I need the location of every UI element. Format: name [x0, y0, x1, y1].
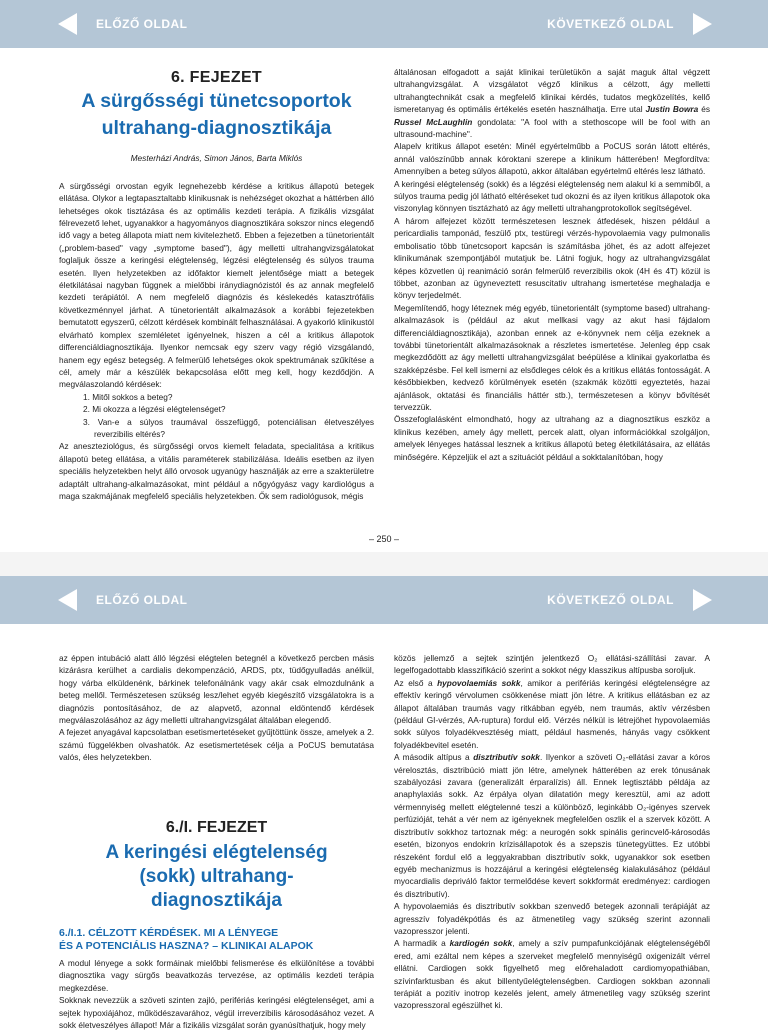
sub-chapter-title-line: (sokk) ultrahang- [139, 866, 294, 888]
chapter-number: 6. FEJEZET [170, 69, 263, 86]
body-paragraph: az éppen intubáció alatt álló légzési elégtelen betegnél a következő percben másis kizárásra kerülhet a cardialis dekompenzáció, ARDS, ptx, tüdőgyulladás anélkül, hogy várba elküldenénk, bárkinek telefonálnánk vagy akár csak elmozdulnánk a beteg mellől. Természetesen szükség lesz/lehet egyéb kiegészítő vizsgálatokra is a diagnózis pontosításához, de az alapvető, azonnal eldöntendő kérdések megválaszolásához az ágy melletti ultrahangvizsgálat általában elegendő. [59, 653, 374, 726]
body-paragraph: A három alfejezet között természetesen lesznek átfedések, hiszen például a pericardialis tamponád, feszülő ptx, testüregi vérzés-hypovolaemia vagy pulmonalis embolisatio több tünetcsoport kapcsán is számításba jöhet, és az adott alfejezet klinikumának szempontjából mutatjuk be. Látni fogjuk, hogy az ultrahangvizsgálat képes közvetlen új reanimáció során felmerülő reverzibilis okok (4H és 4T) közül is többet, azonban az ügyneveztett resuscitativ ultrahang ismertetése meghaladja e könyv terjedelmét. [394, 215, 710, 301]
left-column [59, 652, 374, 1032]
arrow-left-icon [58, 589, 77, 611]
body-paragraph: A fejezet anyagával kapcsolatban esetismertetéseket gyűjtöttünk össze, amelyek a 2. számú függelékben olvashatók. Az esetismertetések célja a PoCUS bemutatása valós, éles helyzetekben. [59, 727, 374, 763]
section-heading [59, 927, 374, 953]
body-paragraph: A hypovolaemiás és disztributív sokkban szenvedő betegek azonnali terápiáját az agresszív folyadékpótlás és az ätmenetileg vagy szükség szerint azonnali vazopresszor jelenti. [394, 901, 710, 936]
page-number: – 250 – [368, 534, 400, 544]
arrow-right-icon [693, 13, 712, 35]
sub-chapter-title-line: A keringési elégtelenség [105, 842, 328, 864]
body-paragraph: A modul lényege a sokk formáinak mielőbbi felismerése és elkülönítése a további diagnosztika vagy sürgős beavatkozás tervezése, az optimális kezdeti terápia megkezdése. [59, 958, 374, 993]
next-page-label: KÖVETKEZŐ OLDAL [547, 593, 674, 607]
book-page-251 [0, 576, 768, 1031]
list-item: 3. Van-e a súlyos traumával összefüggő, potenciálisan életveszélyes reverzibilis eltérés? [83, 416, 374, 439]
sub-chapter-title [59, 841, 374, 913]
question-list [59, 391, 374, 441]
next-page-label: KÖVETKEZŐ OLDAL [547, 17, 674, 31]
page-nav-bar [0, 576, 768, 624]
previous-page-button[interactable] [58, 576, 188, 624]
previous-page-button[interactable] [58, 0, 188, 48]
next-page-button[interactable] [547, 576, 712, 624]
section-heading-line: 6./I.1. CÉLZOTT KÉRDÉSEK. MI A LÉNYEGE [59, 927, 279, 940]
body-paragraph: Megemlítendő, hogy léteznek még egyéb, tünetorientált (symptome based) ultrahang-alkalmazások is (például az akut mellkasi vagy az akut hasi fájdalom differenciáldiagnosztikája), azonban ennek az e-könyvnek nem célja ezeknek a további tünetorientált alkalmazásoknak a részletes ismertetése. Jelenleg épp csak megkezdődött az ágy melletti ultrahangvizsgálat beépülése a klinikai gyakorlatba és szakképzésbe. Fel kell ismerni az elsődleges célok és a kritikus ellátás fontosságát. A későbbiekben, kedvező körülmények esetén (szakmák közötti egyeztetés, hazai ajánlások, oktatási és financiális háttér stb.), természetesen a könyv bővítését tervezzük. [394, 302, 710, 412]
sub-chapter-title-line: diagnosztikája [151, 890, 282, 912]
body-paragraph: Az aneszteziológus, és sürgősségi orvos kiemelt feladata, specialitása a kritikus állapotú beteg ellátása, a vitális paraméterek stabilizálása. Ideális esetben az ilyen speciális helyzetekben helyt álló orvosok ugyanúgy használják az erre a szakterületre adaptált ultrahang-alkalmazásokat, mint például a nőgyógyász vagy kardiológus a maga szakmájának megfelelő speciális helyzetekben. Ők sem radiológusok, mégis [59, 441, 374, 501]
body-paragraph: A sürgősségi orvostan egyik legnehezebb kérdése a kritikus állapotú betegek ellátása. Olykor a legtapasztaltabb klinikusnak is nehézséget okozhat a háttérben álló lehetséges okok tisztázása és az optimális kezdeti terápia. A fizikális vizsgálat félrevezető lehet, ugyanakkor a hagyományos diagnosztikára sokszor nincs elegendő idő vagy a beteg állapota miatt nem kivitelezhető. Ebben a fejezetben a tünetorientált („problem-based" vagy „symptome based"), ágy melletti ultrahangvizsgálatokat foglaljuk össze a keringési elégtelenség, légzési elégtelenség és súlyos trauma esetén. Ilyen helyzetekben az időfaktor kiemelt jelentősége miatt a betegek életkilátásai nagyban függnek a mielőbbi iránydiagnózistól és az annak megfelelő kezdeti terápiától. A nem megfelelő diagnózis és késlekedés katasztrófális következménnyel járhat. A tünetorientált alkalmazások a korábbi fejezetekben bemutatott egyszerű, célzott kérdések kombinált felhasználásai. A gyakorló klinikustól elvárható komplex szemléletet igényelnek, hiszen a cél a kritikus állapotok differenciáldiagnosztikája. Ilyenkor nemcsak egy szerv vagy régió vizsgálandó, hanem egy egész betegség. A felmerülő lehetséges okok spektrumának szűkítése a cél, amely már a készülék bekapcsolása előtt meg kell, hogy kezdődjön. A megválaszolandó kérdések: [59, 180, 374, 390]
body-paragraph: Alapelv kritikus állapot esetén: Minél egyértelműbb a PoCUS során látott eltérés, annál valószínűbb annak kóroktani szerepe a klinikum hátterében! Megfordítva: Amennyiben a beteg súlyos állapotú, akkor általában egyértelmű eltérés lesz látható. [394, 141, 710, 177]
left-column [59, 48, 374, 502]
body-paragraph: Összefoglalásként elmondható, hogy az ultrahang az a diagnosztikus eszköz a klinikus kezében, amely ágy mellett, percek alatt, olyan információkkal szolgáljon, amelyek lényeges hatással lesznek a kritikus állapotú beteg életkilátásaira, az ellátás minőségére. Képzeljük el azt a szituációt például a sokktalanítóban, hogy [394, 414, 710, 462]
previous-page-label: ELŐZŐ OLDAL [96, 593, 188, 607]
body-paragraph: közös jellemző a sejtek szintjén jelentkező O₂ ellátási-szállítási zavar. A legelfogadottabb klasszifikáció szerint a sokkot négy klasszikus altípusba soroljuk. [394, 653, 710, 676]
chapter-title-line: A sürgősségi tünetcsoportok [81, 90, 352, 113]
next-page-button[interactable] [547, 0, 712, 48]
chapter-title-line: ultrahang-diagnosztikája [101, 117, 332, 140]
arrow-left-icon [58, 13, 77, 35]
section-heading-line: ÉS A POTENCIÁLIS HASZNA? – KLINIKAI ALAPOK [59, 940, 314, 953]
chapter-authors: Mesterházi András, Simon János, Barta Miklós [130, 153, 303, 164]
right-column [394, 652, 710, 1012]
body-paragraph: A második altípus a disztributív sokk. Ilyenkor a szöveti O₂-ellátási zavar a kóros vérelosztás, disztribúció miatt jön létre, amelynek hátterében az erek tónusának szabályozási zavara (generalizált érparalízis) áll. Ennek legtisztább példája az anaphylaxiás sokk. Az érpálya olyan dilatatión megy keresztül, ami az adott vérmennyiség mellett elégtelenné teszi a különböző, leginkább O₂-igényes szervek perfúzióját, tehát a vér nem az igényeknek megfelelően oszlik el a szervek között. A disztributív sokkhoz tartoznak még: a neurogén sokk spinális gerincvelő-károsodás esetén, bizonyos endokrin krízisállapotok és a szepszis tünetegyüttes. Ez utóbbi részeként fordul elő a leggyakrabban disztributív sokk, ugyanakkor sok esetben egyéb mechanizmus is hozzájárul a keringési elégtelenség kialakulásához (például myocardialis depriváló faktor termelődése kevert sokkformát eredményez: cardiogen és disztributív). [394, 752, 710, 899]
page-nav-bar [0, 0, 768, 48]
sub-chapter-number: 6./I. FEJEZET [165, 818, 268, 836]
body-paragraph: A keringési elégtelenség (sokk) és a légzési elégtelenség nem alakul ki a semmiből, a súlyos trauma pedig jól látható eltéréseket tud okozni és az ilyen kritikus állapotok oka viszonylag könnyen tisztázható az ágy melletti ultrahangprotokollok segítségével. [394, 178, 710, 214]
list-item: 2. Mi okozza a légzési elégtelenséget? [83, 404, 226, 415]
chapter-title [59, 88, 374, 142]
body-paragraph: Az első a hypovolaemiás sokk, amikor a perifériás keringési elégtelenségre az effektív keringő vérvolumen csökkenése miatt jön létre. A kritikus ellátásban ez az állapot általában traumás vagy ritkábban egyéb, nem traumás, aktív vérzésben (például GI-vérzés, AA-ruptura) fordul elő. Vérzés nélkül is létrejöhet hypovolaemiás sokk súlyos folyadékvesztéség miatt, például hasmenés, hányás vagy csökkent folyadékbevitel esetén. [394, 677, 710, 750]
page-separator [0, 552, 768, 576]
arrow-right-icon [693, 589, 712, 611]
right-column [394, 66, 710, 463]
body-paragraph: A harmadik a kardiogén sokk, amely a szív pumpafunkciójának elégtelenségéből ered, ami ezáltal nem képes a szerveket megfelelő mennyiségű oxigenizált vérrel ellátni. Cardiogen sokk figyelhető meg előrehaladott cardiomyopathiában, szívinfarktusban és akut billentyűelégtelenségben. Cardiogen sokkban azonnali terápiát a pozitív inotrop kezelés jelent, amely átmenetileg vagy szükség szerint vazopresszoral egészülhet ki. [394, 938, 710, 1011]
list-item: 1. Mitől sokkos a beteg? [83, 391, 173, 402]
body-paragraph: általánosan elfogadott a saját klinikai területükön a saját maguk által végzett ultrahangvizsgálat. A vizsgálatot végző klinikus a célzott, ágy melletti ultrahangtechnikát csak a megfelelő klinikai kérdés, tudatos megközelítés, kellő ismeretanyag és optimális értékelés esetén használhatja. Erre utal Justin Bowra és Russel McLaughlin gondolata: "A fool with a stethoscope will be fool with an ultrasound-machine". [394, 67, 710, 140]
body-paragraph: Sokknak nevezzük a szöveti szinten zajló, perifériás keringési elégtelenséget, ami a sejtek hypoxiájához, működészavarához, végül irreverzibilis károsodásához vezet. A sokk életveszélyes állapot! Már a fizikális vizsgálat során gyanúsíthatjuk, hogy mely [59, 995, 374, 1031]
previous-page-label: ELŐZŐ OLDAL [96, 17, 188, 31]
